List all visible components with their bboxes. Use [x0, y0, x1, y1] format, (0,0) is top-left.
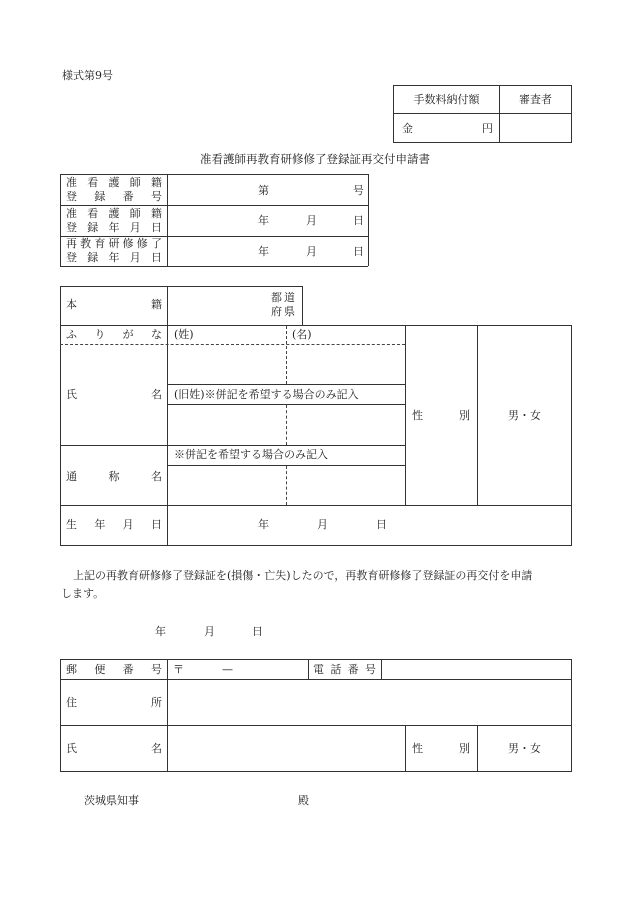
birth-month: 月 [317, 518, 328, 531]
examiner-stamp-field[interactable] [500, 114, 571, 142]
reg-number-label-2: 登 録 番 号 [66, 190, 162, 203]
honorific: 殿 [298, 794, 309, 807]
form-number: 様式第9号 [62, 69, 113, 82]
sei-label: (姓) [174, 328, 194, 341]
statement-line1: 上記の再教育研修修了登録証を(損傷・亡失)したので，再教育研修修了登録証の再交付を申請 [73, 569, 533, 582]
address-label: 住 所 [66, 696, 162, 709]
address-field[interactable] [168, 680, 571, 725]
applicant-name-label: 氏 名 [66, 742, 162, 755]
date-day: 日 [252, 625, 263, 638]
birth-year: 年 [258, 518, 269, 531]
old-name-field[interactable] [168, 405, 405, 445]
reg-number-suffix: 号 [353, 184, 364, 197]
date-month: 月 [204, 625, 215, 638]
postal-label: 郵 便 番 号 [66, 663, 162, 676]
reg-number-prefix: 第 [258, 184, 269, 197]
retrain-label-1: 再 教 育 研 修 修 了 [66, 237, 162, 250]
alias-label: 通 称 名 [66, 470, 162, 483]
date-year: 年 [155, 625, 166, 638]
alias-field[interactable] [168, 466, 405, 505]
name-label: 氏 名 [66, 388, 162, 401]
retrain-label-2: 登 録 年 月 日 [66, 251, 162, 264]
postal-field[interactable] [185, 660, 305, 679]
retrain-date-month: 月 [306, 245, 317, 258]
pref-line1: 都道 [271, 291, 297, 304]
gender-label: 性 別 [412, 409, 470, 422]
reg-date-year: 年 [258, 214, 269, 227]
reg-date-label-1: 准 看 護 師 籍 [66, 207, 162, 220]
statement-line2: します。 [61, 587, 105, 600]
page-title: 准看護師再教育研修修了登録証再交付申請書 [200, 152, 430, 166]
reg-date-month: 月 [306, 214, 317, 227]
old-name-note: (旧姓)※併記を希望する場合のみ記入 [174, 388, 359, 401]
honseki-field[interactable] [168, 287, 268, 325]
yen-suffix: 円 [482, 122, 493, 135]
reg-number-label-1: 准 看 護 師 籍 [66, 176, 162, 189]
fee-amount-field[interactable] [412, 114, 480, 142]
applicant-gender-label: 性 別 [412, 742, 470, 755]
birth-day: 日 [376, 518, 387, 531]
name-field[interactable] [168, 345, 405, 384]
phone-field[interactable] [382, 660, 571, 679]
retrain-date-day: 日 [353, 245, 364, 258]
reg-date-label-2: 登 録 年 月 日 [66, 221, 162, 234]
yen-prefix: 金 [402, 122, 413, 135]
applicant-gender-options[interactable]: 男・女 [508, 742, 541, 755]
honseki-label: 本 籍 [66, 298, 162, 311]
birth-label: 生 年 月 日 [66, 518, 162, 531]
postal-dash: — [222, 663, 233, 676]
alias-note: ※併記を希望する場合のみ記入 [174, 448, 328, 461]
retrain-date-year: 年 [258, 245, 269, 258]
reg-date-day: 日 [353, 214, 364, 227]
postal-mark: 〒 [173, 663, 184, 676]
pref-line2: 府県 [271, 305, 297, 318]
fee-label: 手数料納付額 [413, 93, 480, 106]
phone-label: 電 話 番 号 [313, 663, 376, 676]
governor: 茨城県知事 [84, 794, 139, 807]
gender-options[interactable]: 男・女 [508, 409, 541, 422]
mei-label: (名) [292, 328, 312, 341]
furigana-label: ふ り が な [66, 328, 162, 341]
applicant-name-field[interactable] [168, 726, 405, 771]
examiner-label: 審査者 [519, 93, 552, 106]
